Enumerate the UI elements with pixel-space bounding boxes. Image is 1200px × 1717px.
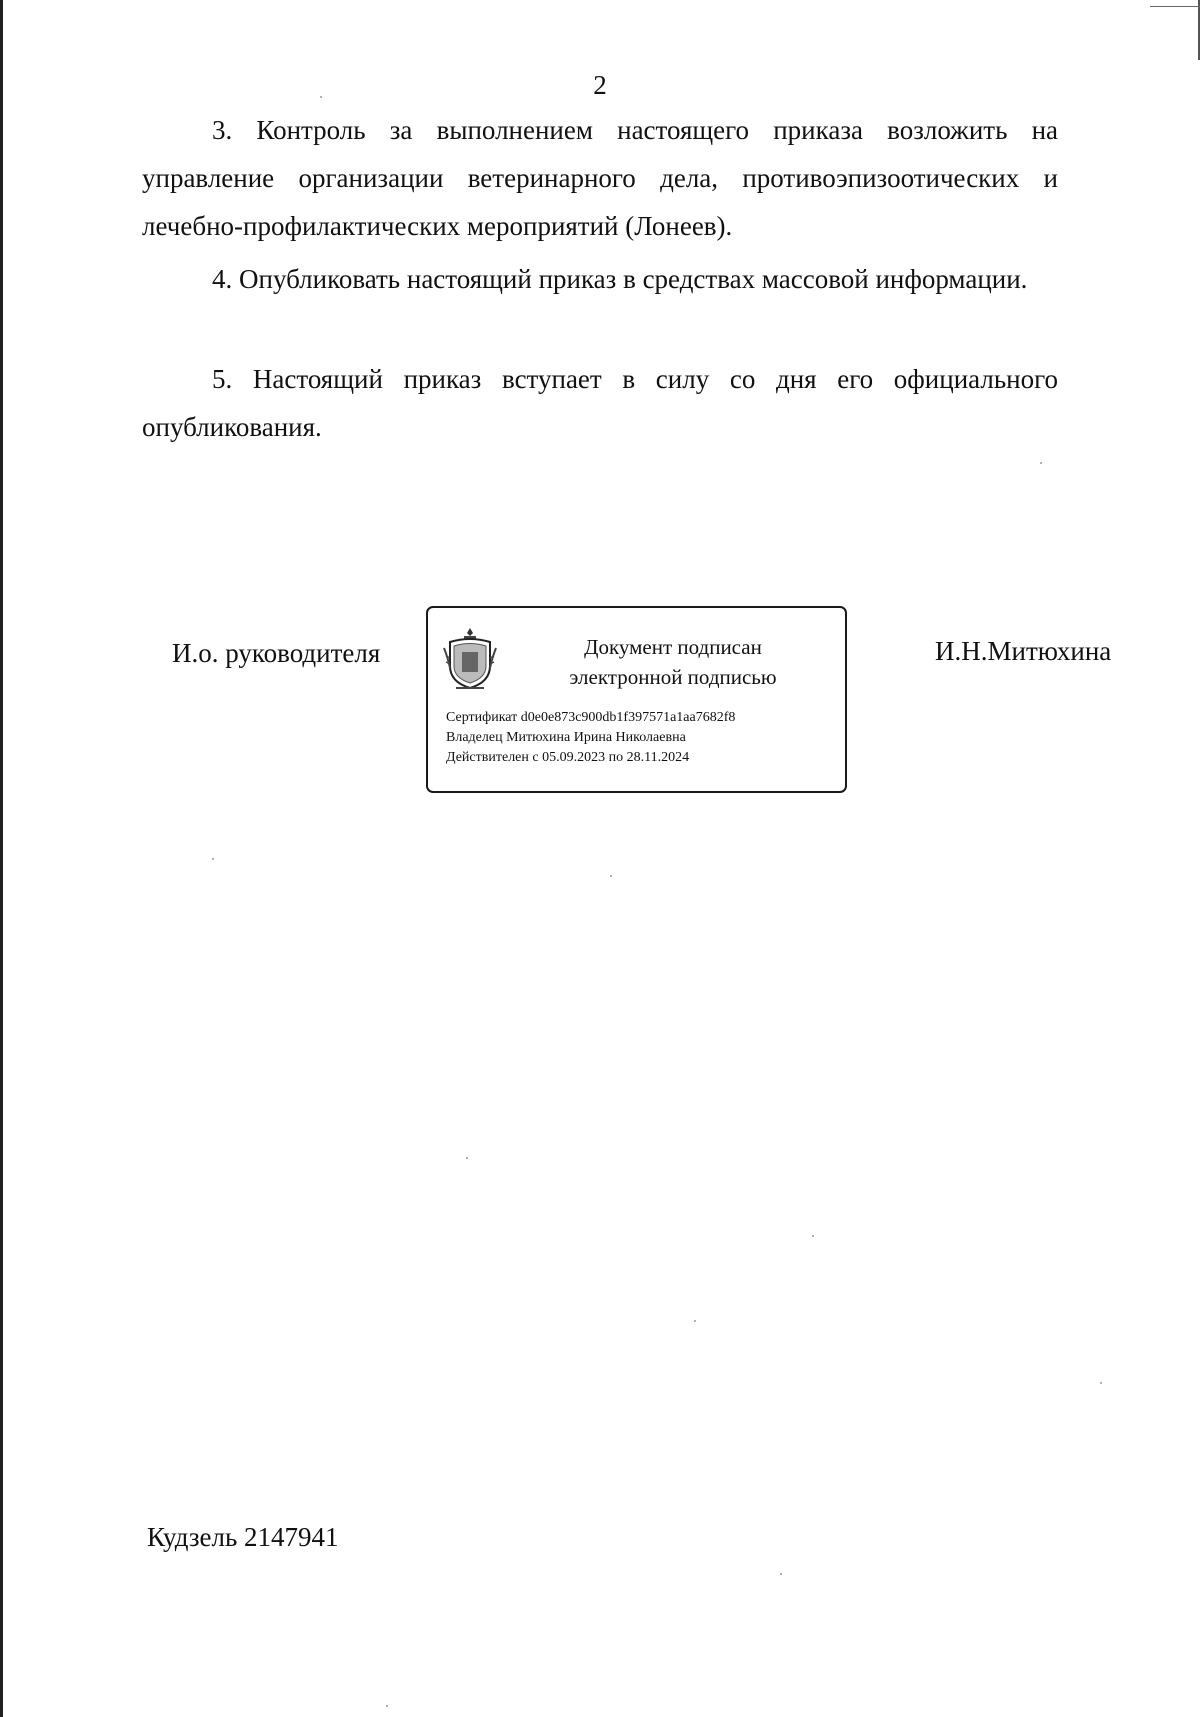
scan-mark-top-right bbox=[1150, 6, 1200, 7]
scan-speck bbox=[694, 1320, 696, 1322]
stamp-owner: Владелец Митюхина Ирина Николаевна bbox=[446, 730, 686, 745]
scan-speck bbox=[320, 96, 322, 98]
scan-speck bbox=[466, 1157, 468, 1159]
page-number: 2 bbox=[593, 70, 607, 100]
stamp-validity: Действителен с 05.09.2023 по 28.11.2024 bbox=[446, 750, 690, 765]
scan-speck bbox=[780, 1573, 782, 1575]
paragraph-4 bbox=[142, 255, 1058, 303]
paragraph-3 bbox=[142, 106, 1058, 250]
signer-name: И.Н.Митюхина bbox=[935, 636, 1112, 666]
paragraph-3-text: 3. Контроль за выполнением настоящего приказа возложить на управление организации ветеринарного дела, противоэпизоотических и лечебно-профилактических мероприятий (Лонеев). bbox=[142, 115, 1058, 241]
scan-edge-left bbox=[0, 0, 3, 1717]
coat-of-arms-icon bbox=[442, 626, 498, 692]
signer-position: И.о. руководителя bbox=[172, 638, 381, 668]
paragraph-4-text: 4. Опубликовать настоящий приказ в средствах массовой информации. bbox=[212, 264, 1028, 294]
scan-speck bbox=[812, 1235, 814, 1237]
electronic-signature-stamp bbox=[426, 606, 847, 793]
scan-speck bbox=[386, 1705, 388, 1707]
scan-speck bbox=[610, 875, 612, 877]
stamp-certificate: Сертификат d0e0e873c900db1f397571a1aa7682f8 bbox=[446, 710, 736, 725]
scan-speck bbox=[1100, 1382, 1102, 1384]
executor-note: Кудзель 2147941 bbox=[147, 1522, 339, 1552]
paragraph-5-text: 5. Настоящий приказ вступает в силу со дня его официального опубликования. bbox=[142, 364, 1058, 442]
scan-speck bbox=[1040, 462, 1042, 464]
scan-speck bbox=[212, 858, 214, 860]
stamp-heading: Документ подписан электронной подписью bbox=[569, 635, 777, 689]
paragraph-5 bbox=[142, 355, 1058, 451]
